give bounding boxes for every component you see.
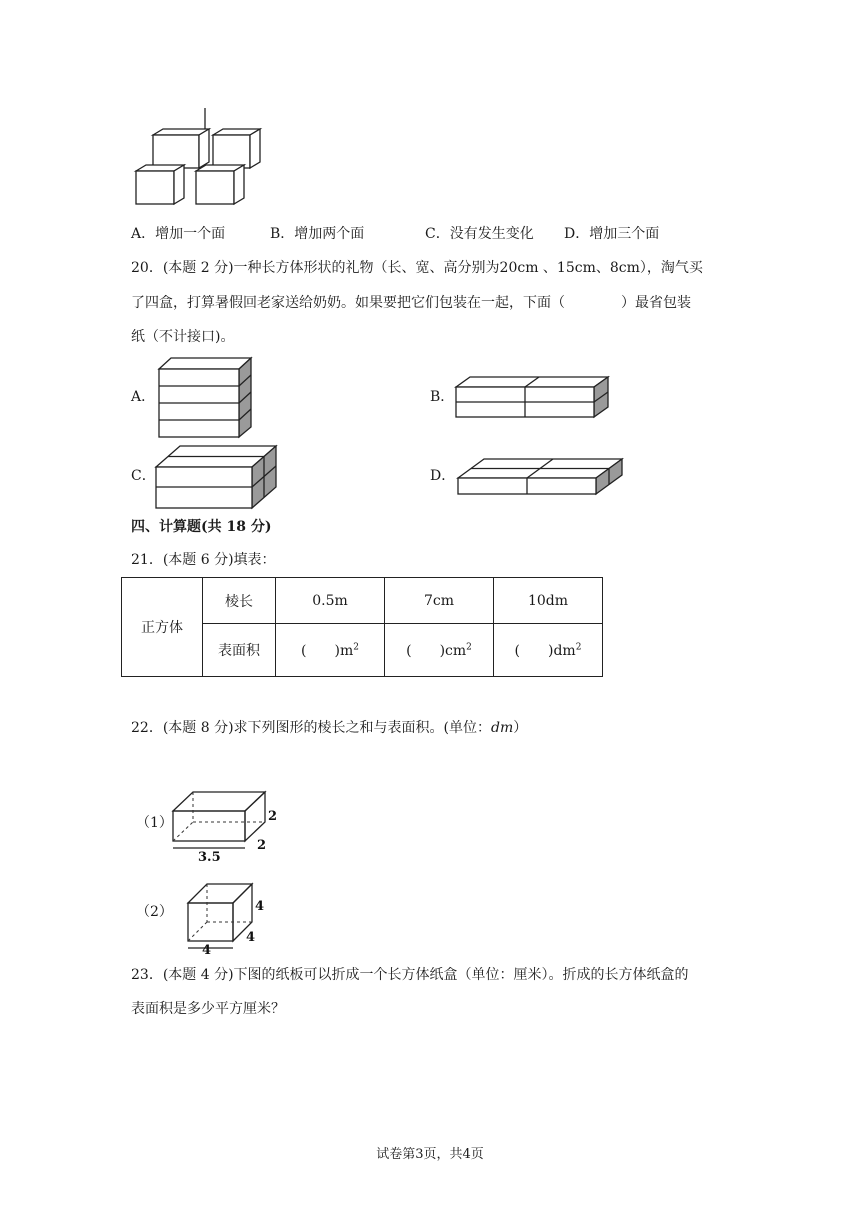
q22-unit: dm <box>491 720 514 736</box>
table-edge-value-2: 7cm <box>385 578 494 624</box>
q20-label-d: D． <box>430 468 456 484</box>
cuboid-height-label: 2 <box>268 809 278 824</box>
q20-label-b: B． <box>430 389 455 405</box>
table-area-blank-1[interactable]: ( )$m^2$ <box>276 624 385 677</box>
q19-option-d: D．增加三个面 <box>564 226 660 242</box>
cube-length-label: 4 <box>202 943 212 958</box>
q20-line-1: 20．(本题 2 分)一种长方体形状的礼物（长、宽、高分别为20cm 、15cm、8cm），淘气买 <box>131 260 703 276</box>
q22-cuboid-figure <box>168 787 288 865</box>
table-edge-value-1: 0.5m <box>276 578 385 624</box>
q20-line-2: 了四盒，打算暑假回老家送给奶奶。如果要把它们包装在一起，下面（ ）最省包装 <box>131 295 691 311</box>
q22-fig1-label: （1） <box>136 815 173 831</box>
table-area-blank-3[interactable]: ( )$dm^2$ <box>494 624 603 677</box>
q23-line-1: 23．(本题 4 分)下图的纸板可以折成一个长方体纸盒（单位：厘米）。折成的长方体纸盒的 <box>131 967 689 983</box>
q19-option-a: A．增加一个面 <box>131 226 226 242</box>
q22-cube-figure <box>180 878 280 958</box>
table-area-blank-2[interactable]: ( )$cm^2$ <box>385 624 494 677</box>
q21-fill-table <box>121 577 603 677</box>
page-footer: 试卷第3页，共4页 <box>376 1147 484 1162</box>
q22-fig2-label: （2） <box>136 904 173 920</box>
cube-height-label: 4 <box>255 899 265 914</box>
q21-prompt: 21．(本题 6 分)填表： <box>131 552 276 568</box>
table-edge-value-3: 10dm <box>494 578 603 624</box>
q20-figure-d <box>452 456 628 498</box>
q19-option-b: B．增加两个面 <box>270 226 365 242</box>
table-area-label: 表面积 <box>203 624 276 677</box>
q20-line-3: 纸（不计接口)。 <box>131 329 235 345</box>
cuboid-length-label: 3.5 <box>198 850 221 865</box>
q20-figure-b <box>452 373 614 421</box>
section-4-title: 四、计算题(共 18 分) <box>131 519 272 535</box>
q23-line-2: 表面积是多少平方厘米？ <box>131 1001 285 1017</box>
table-row-header: 正方体 <box>122 578 203 677</box>
q20-label-a: A． <box>131 389 156 405</box>
q20-figure-c <box>152 443 280 511</box>
q19-cube-figure <box>130 105 270 210</box>
cube-width-label: 4 <box>246 930 256 945</box>
table-edge-label: 棱长 <box>203 578 276 624</box>
q22-prompt: 22．(本题 8 分)求下列图形的棱长之和与表面积。(单位：dm） <box>131 720 528 736</box>
q19-option-c: C．没有发生变化 <box>425 226 534 242</box>
q20-label-c: C． <box>131 468 156 484</box>
cuboid-width-label: 2 <box>257 838 267 853</box>
q20-figure-a <box>155 355 255 440</box>
